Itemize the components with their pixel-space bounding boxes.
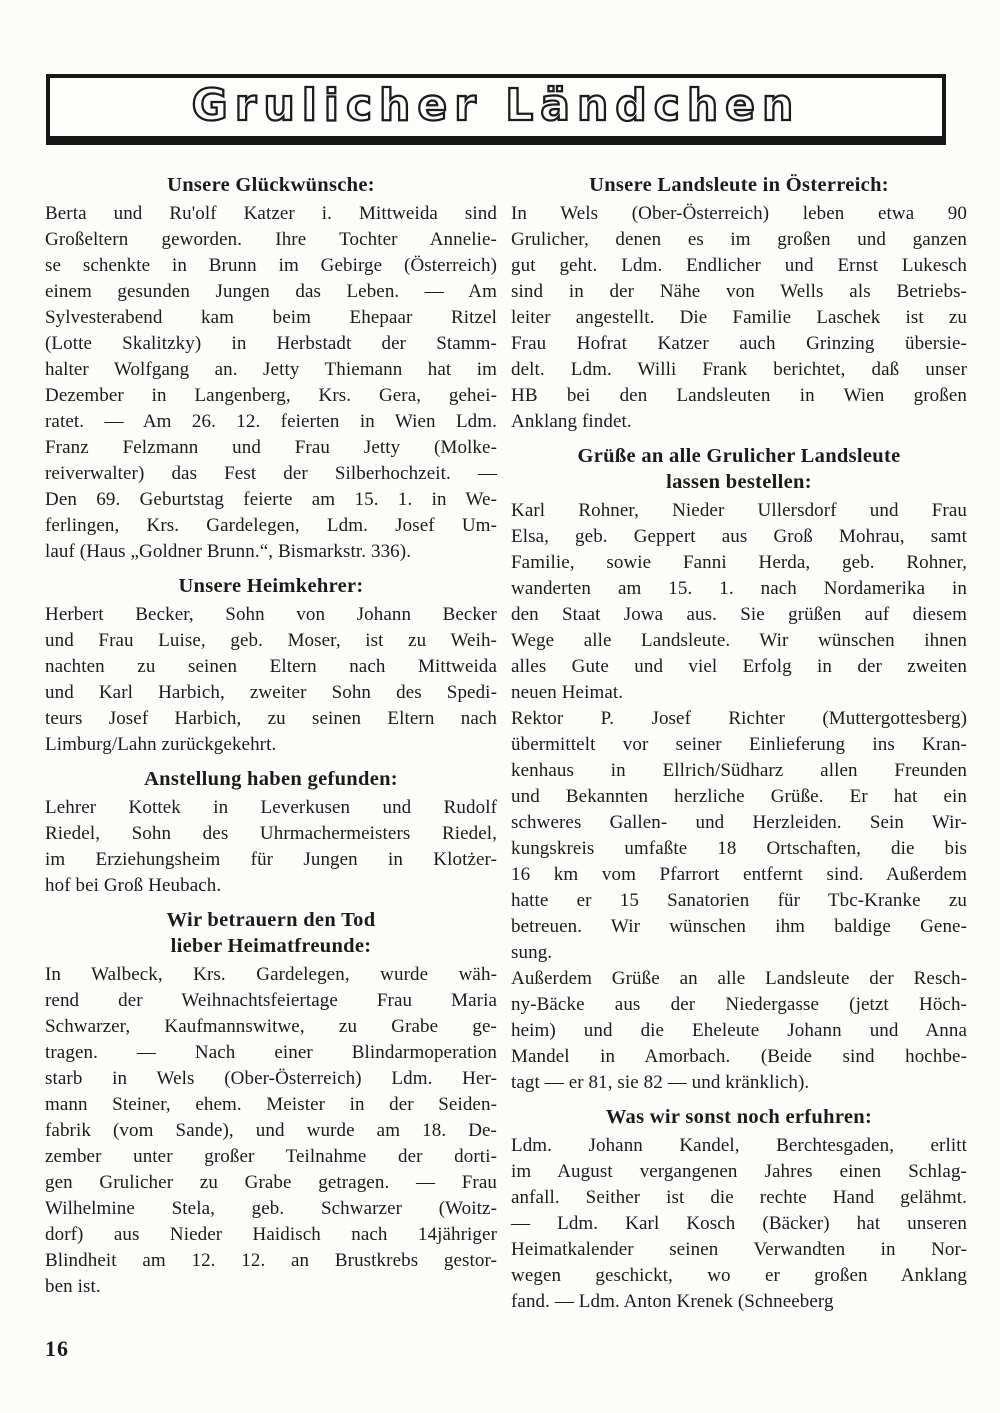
text-line: kenhaus in Ellrich/Südharz allen Freunden <box>511 760 967 781</box>
text-line: In Walbeck, Krs. Gardelegen, wurde wäh- <box>45 964 497 985</box>
text-line: Karl Rohner, Nieder Ullersdorf und Frau <box>511 500 967 521</box>
paragraph <box>45 201 497 565</box>
text-line: ben ist. <box>45 1276 101 1297</box>
text-line: anfall. Seither ist die rechte Hand gelähmt. <box>511 1187 967 1208</box>
paragraph <box>511 1133 967 1315</box>
text-line: nachten zu seinen Eltern nach Mittweida <box>45 656 497 677</box>
text-line: Mandel in Amorbach. (Beide sind hochbe- <box>511 1046 967 1067</box>
text-line: (Lotte Skalitzky) in Herbstadt der Stamm- <box>45 333 497 354</box>
paragraph <box>45 795 497 899</box>
text-line: hatte er 15 Sanatorien für Tbc-Kranke zu <box>511 890 967 911</box>
paragraph <box>511 498 967 706</box>
text-line: Wilhelmine Stela, geb. Schwarzer (Woitz- <box>45 1198 497 1219</box>
text-line: dorf) aus Nieder Haidisch nach 14jähriger <box>45 1224 497 1245</box>
text-line: lassen bestellen: <box>666 471 812 493</box>
text-line: ferlingen, Krs. Gardelegen, Ldm. Josef Um- <box>45 515 497 536</box>
text-line: fabrik (vom Sande), und wurde am 18. De- <box>45 1120 497 1141</box>
text-line: übermittelt vor seiner Einlieferung ins Kran- <box>511 734 967 755</box>
text-line: Unsere Glückwünsche: <box>167 174 375 196</box>
text-line: Anstellung haben gefunden: <box>144 768 398 790</box>
text-line: heim) und die Eheleute Johann und Anna <box>511 1020 967 1041</box>
text-line: Wege alle Landsleute. Wir wünschen ihnen <box>511 630 967 651</box>
text-line: tragen. — Nach einer Blindarmoperation <box>45 1042 497 1063</box>
paragraph <box>45 962 497 1300</box>
page-number: 16 <box>45 1336 69 1361</box>
text-line: Unsere Heimkehrer: <box>178 575 364 597</box>
text-line: Sylvesterabend kam beim Ehepaar Ritzel <box>45 307 497 328</box>
text-line: Heimatkalender seinen Verwandten in Nor- <box>511 1239 967 1260</box>
page-content <box>45 170 967 1315</box>
text-line: sung. <box>511 942 553 963</box>
section-heading <box>45 766 497 792</box>
text-line: Wir betrauern den Tod <box>166 909 376 931</box>
text-line: betreuen. Wir wünschen ihm baldige Gene- <box>511 916 967 937</box>
text-line: und Karl Harbich, zweiter Sohn des Spedi- <box>45 682 497 703</box>
text-line: tagt — er 81, sie 82 — und kränklich). <box>511 1072 810 1093</box>
text-line: neuen Heimat. <box>511 682 624 703</box>
text-line: Limburg/Lahn zurückgekehrt. <box>45 734 277 755</box>
text-line: mann Steiner, ehem. Meister in der Seiden- <box>45 1094 497 1115</box>
left-column <box>45 170 497 1315</box>
text-line: Rektor P. Josef Richter (Muttergottesberg) <box>511 708 967 729</box>
text-line: — Ldm. Karl Kosch (Bäcker) hat unseren <box>511 1213 967 1234</box>
text-line: Großeltern geworden. Ihre Tochter Annelie- <box>45 229 497 250</box>
text-line: Herbert Becker, Sohn von Johann Becker <box>45 604 497 625</box>
section-heading <box>511 1104 967 1130</box>
text-line: lieber Heimatfreunde: <box>170 935 372 957</box>
section-heading <box>511 443 967 495</box>
section-heading <box>45 172 497 198</box>
text-line: delt. Ldm. Willi Frank berichtet, daß unser <box>511 359 967 380</box>
text-line: Berta und Ru'olf Katzer i. Mittweida sind <box>45 203 497 224</box>
text-line: Lehrer Kottek in Leverkusen und Rudolf <box>45 797 497 818</box>
text-line: leiter angestellt. Die Familie Laschek ist zu <box>511 307 967 328</box>
text-line: rend der Weihnachtsfeiertage Frau Maria <box>45 990 497 1011</box>
text-line: Elsa, geb. Geppert aus Groß Mohrau, samt <box>511 526 967 547</box>
text-line: halter Wolfgang an. Jetty Thiemann hat im <box>45 359 497 380</box>
right-column <box>511 170 967 1315</box>
section-heading <box>45 907 497 959</box>
text-line: gut geht. Ldm. Endlicher und Ernst Lukesch <box>511 255 967 276</box>
text-line: Familie, sowie Fanni Herda, geb. Rohner, <box>511 552 967 573</box>
paragraph <box>511 706 967 966</box>
text-line: Riedel, Sohn des Uhrmachermeisters Riedel, <box>45 823 497 844</box>
text-line: Den 69. Geburtstag feierte am 15. 1. in We- <box>45 489 497 510</box>
paragraph <box>45 602 497 758</box>
text-line: im Erziehungsheim für Jungen in Klotżer- <box>45 849 497 870</box>
text-line: zember unter großer Teilnahme der dorti- <box>45 1146 497 1167</box>
text-line: schweres Gallen- und Herzleiden. Sein Wir- <box>511 812 967 833</box>
text-line: starb in Wels (Ober-Österreich) Ldm. Her- <box>45 1068 497 1089</box>
text-line: wegen geschickt, wo er großen Anklang <box>511 1265 967 1286</box>
text-line: reiverwalter) das Fest der Silberhochzeit. — <box>45 463 497 484</box>
section-heading <box>45 573 497 599</box>
paragraph <box>511 966 967 1096</box>
text-line: 16 km vom Pfarrort entfernt sind. Außerdem <box>511 864 967 885</box>
text-line: hof bei Groß Heubach. <box>45 875 222 896</box>
text-line: se schenkte in Brunn im Gebirge (Österreich) <box>45 255 497 276</box>
text-line: und Bekannten herzliche Grüße. Er hat ein <box>511 786 967 807</box>
text-line: Blindheit am 12. 12. an Brustkrebs gestor- <box>45 1250 497 1271</box>
text-line: und Frau Luise, geb. Moser, ist zu Weih- <box>45 630 497 651</box>
text-line: Anklang findet. <box>511 411 632 432</box>
text-line: lauf (Haus „Goldner Brunn.“, Bismarkstr. 336). <box>45 541 412 562</box>
text-line: Grulicher, denen es im großen und ganzen <box>511 229 967 250</box>
text-line: kungskreis umfaßte 18 Ortschaften, die bis <box>511 838 967 859</box>
text-line: fand. — Ldm. Anton Krenek (Schneeberg <box>511 1291 834 1312</box>
text-line: alles Gute und viel Erfolg in der zweiten <box>511 656 967 677</box>
text-line: einem gesunden Jungen das Leben. — Am <box>45 281 497 302</box>
section-heading <box>511 172 967 198</box>
text-line: gen Grulicher zu Grabe getragen. — Frau <box>45 1172 497 1193</box>
text-line: Franz Felzmann und Frau Jetty (Molke- <box>45 437 497 458</box>
text-line: Grüße an alle Grulicher Landsleute <box>577 445 901 467</box>
text-line: ny-Bäcke aus der Niedergasse (jetzt Höch- <box>511 994 967 1015</box>
text-line: Schwarzer, Kaufmannswitwe, zu Grabe ge- <box>45 1016 497 1037</box>
page-title: Grulicher Ländchen <box>191 79 801 131</box>
text-line: Frau Hofrat Katzer auch Grinzing übersie- <box>511 333 967 354</box>
text-line: sind in der Nähe von Wells als Betriebs- <box>511 281 967 302</box>
text-line: ratet. — Am 26. 12. feierten in Wien Ldm. <box>45 411 497 432</box>
text-line: Unsere Landsleute in Österreich: <box>589 174 889 196</box>
text-line: den Staat Jowa aus. Sie grüßen auf diesem <box>511 604 967 625</box>
text-line: im August vergangenen Jahres einen Schlag- <box>511 1161 967 1182</box>
text-line: In Wels (Ober-Österreich) leben etwa 90 <box>511 203 967 224</box>
text-line: Dezember in Langenberg, Krs. Gera, gehei- <box>45 385 497 406</box>
text-line: HB bei den Landsleuten in Wien großen <box>511 385 967 406</box>
text-line: Was wir sonst noch erfuhren: <box>605 1106 873 1128</box>
text-line: Ldm. Johann Kandel, Berchtesgaden, erlitt <box>511 1135 967 1156</box>
masthead <box>46 74 946 145</box>
text-line: teurs Josef Harbich, zu seinen Eltern nach <box>45 708 497 729</box>
paragraph <box>511 201 967 435</box>
text-line: Außerdem Grüße an alle Landsleute der Resch- <box>511 968 967 989</box>
text-line: wanderten am 15. 1. nach Nordamerika in <box>511 578 967 599</box>
